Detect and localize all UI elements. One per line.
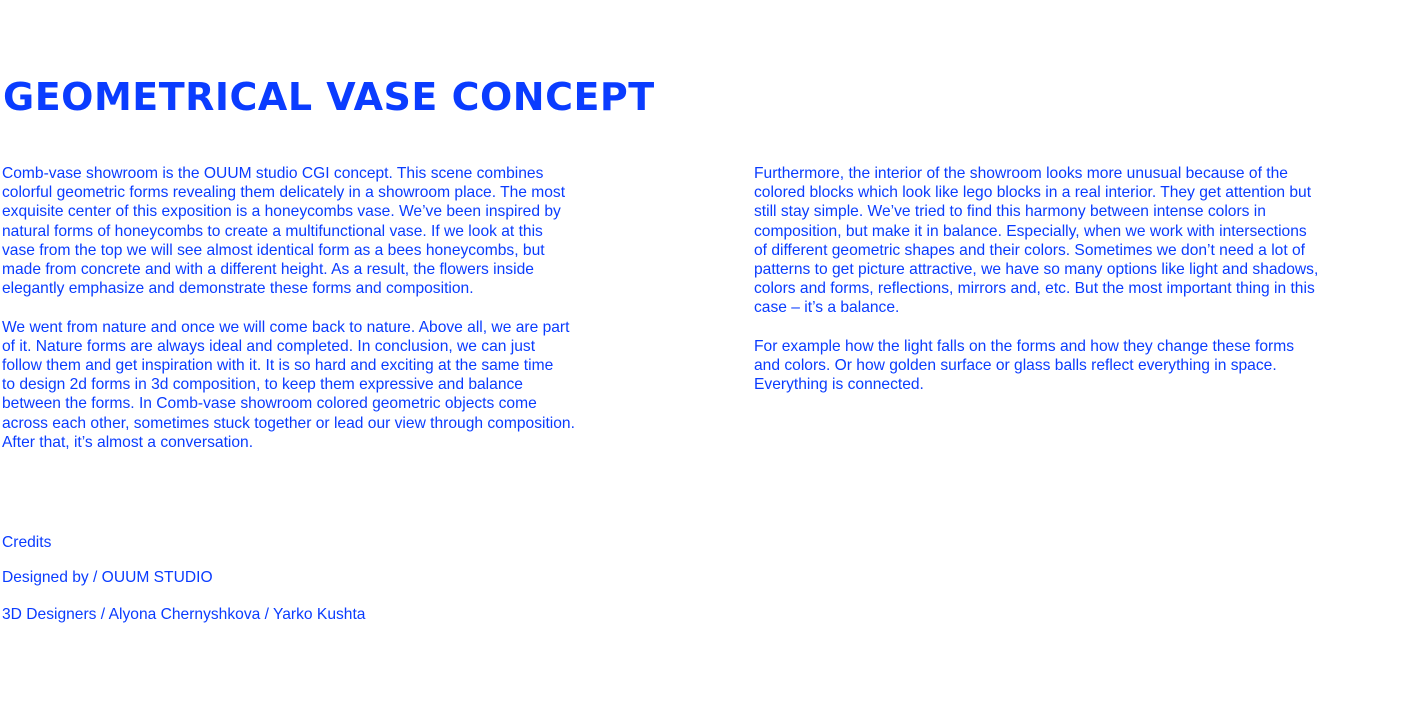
- description-right-column: [754, 164, 1422, 414]
- paragraph-interior: Furthermore, the interior of the showroom looks more unusual because of the colored blocks which look like lego blocks in a real interior. They get attention but still stay simple. We’ve tried to find this harmony between intense colors in composition, but make it in balance. Especially, when we work with intersections of different geometric shapes and their colors. Sometimes we don’t need a lot of patterns to get picture attractive, we have so many options like light and shadows, colors and forms, reflections, mirrors and, etc. But the most important thing in this case – it’s a balance.: [754, 165, 1319, 317]
- paragraph-nature: We went from nature and once we will come back to nature. Above all, we are part of it. Nature forms are always ideal and completed. In conclusion, we can just follow them and get inspiration with it. It is so hard and exciting at the same time to design 2d forms in 3d composition, to keep them expressive and balance between the forms. In Comb-vase showroom colored geometric objects come across each other, sometimes stuck together or lead our view through composition. After that, it’s almost a conversation.: [2, 318, 575, 451]
- credits-section: [2, 533, 365, 624]
- paragraph-intro: Comb-vase showroom is the OUUM studio CGI concept. This scene combines colorful geometric forms revealing them delicately in a showroom place. The most exquisite center of this exposition is a honeycombs vase. We’ve been inspired by natural forms of honeycombs to create a multifunctional vase. If we look at this vase from the top we will see almost identical form as a bees honeycombs, but made from concrete and with a different height. As a result, the flowers inside elegantly emphasize and demonstrate these forms and composition.: [2, 165, 566, 298]
- credits-3d-designers: 3D Designers / Alyona Chernyshkova / Yarko Kushta: [2, 606, 366, 623]
- credits-heading: Credits: [2, 534, 52, 551]
- description-left-column: [2, 164, 692, 471]
- credits-designed-by: Designed by / OUUM STUDIO: [2, 569, 213, 586]
- page-title: GEOMETRICAL VASE CONCEPT: [3, 75, 655, 119]
- paragraph-light: For example how the light falls on the forms and how they change these forms and colors. Or how golden surface or glass balls reflect everything in space. Everything is connected.: [754, 337, 1295, 394]
